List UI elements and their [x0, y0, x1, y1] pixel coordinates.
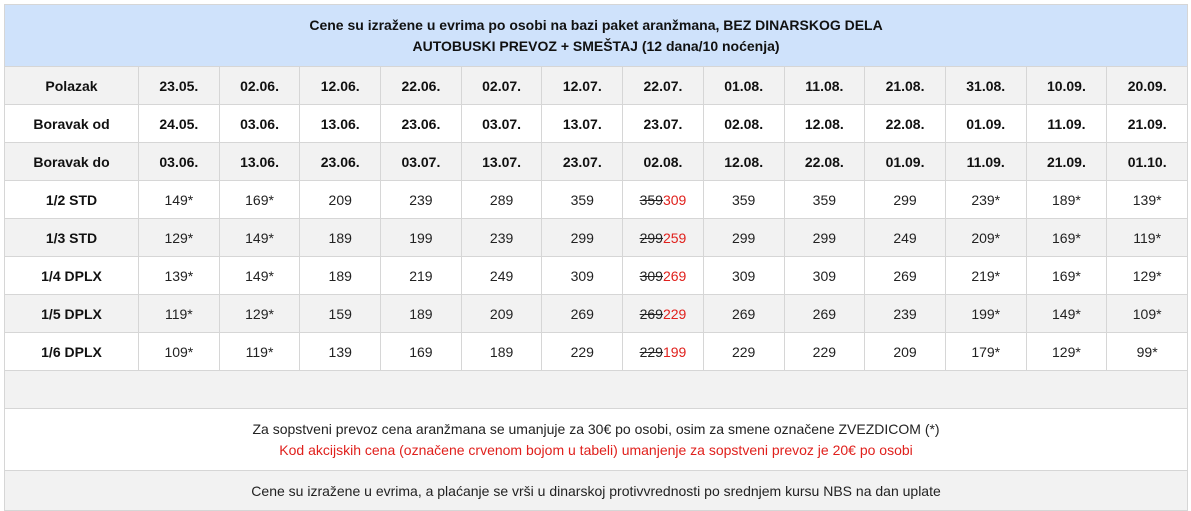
- price-cell: 309: [784, 257, 865, 295]
- price-cell: 209*: [945, 219, 1026, 257]
- row-label: Boravak do: [5, 143, 139, 181]
- payment-note: Cene su izražene u evrima, a plaćanje se vrši u dinarskoj protivvrednosti po srednjem kursu NBS na dan uplate: [5, 471, 1188, 511]
- price-cell: 209: [300, 181, 381, 219]
- row-label: 1/2 STD: [5, 181, 139, 219]
- price-cell: 229: [542, 333, 623, 371]
- price-cell: 269: [865, 257, 946, 295]
- price-cell: 139*: [1107, 181, 1188, 219]
- footer-row: [5, 471, 1188, 511]
- date-cell: 12.07.: [542, 67, 623, 105]
- price-cell: 219: [381, 257, 462, 295]
- price-cell: 239*: [945, 181, 1026, 219]
- date-cell: 22.08.: [865, 105, 946, 143]
- price-cell: 189: [300, 219, 381, 257]
- price-row: [5, 257, 1188, 295]
- date-cell: 23.07.: [623, 105, 704, 143]
- price-cell: 169*: [219, 181, 300, 219]
- discount-price: 259: [662, 229, 687, 246]
- price-cell: 159: [300, 295, 381, 333]
- spacer-cell: [5, 371, 1188, 409]
- price-cell: 299: [784, 219, 865, 257]
- date-row: [5, 67, 1188, 105]
- discount-price-cell: [623, 333, 704, 371]
- price-cell: 209: [865, 333, 946, 371]
- price-cell: 119*: [139, 295, 220, 333]
- price-cell: 149*: [1026, 295, 1107, 333]
- price-cell: 99*: [1107, 333, 1188, 371]
- price-cell: 359: [784, 181, 865, 219]
- date-cell: 20.09.: [1107, 67, 1188, 105]
- price-cell: 199*: [945, 295, 1026, 333]
- date-cell: 21.08.: [865, 67, 946, 105]
- spacer-row: [5, 371, 1188, 409]
- date-cell: 23.05.: [139, 67, 220, 105]
- discount-note: Kod akcijskih cena (označene crvenom bojom u tabeli) umanjenje za sopstveni prevoz je 20€ po osobi: [279, 441, 913, 458]
- date-cell: 23.06.: [381, 105, 462, 143]
- old-price: 359: [639, 191, 663, 208]
- discount-price-cell: [623, 181, 704, 219]
- row-label: Polazak: [5, 67, 139, 105]
- date-cell: 03.07.: [381, 143, 462, 181]
- old-price: 269: [639, 305, 663, 322]
- price-cell: 239: [381, 181, 462, 219]
- date-cell: 02.06.: [219, 67, 300, 105]
- old-price: 229: [639, 343, 663, 360]
- date-cell: 21.09.: [1026, 143, 1107, 181]
- row-label: 1/6 DPLX: [5, 333, 139, 371]
- price-cell: 109*: [1107, 295, 1188, 333]
- price-cell: 189: [461, 333, 542, 371]
- date-cell: 12.06.: [300, 67, 381, 105]
- price-cell: 299: [542, 219, 623, 257]
- discount-price: 229: [662, 305, 687, 322]
- price-cell: 139: [300, 333, 381, 371]
- date-cell: 31.08.: [945, 67, 1026, 105]
- old-price: 309: [639, 267, 663, 284]
- price-cell: 209: [461, 295, 542, 333]
- price-cell: 129*: [219, 295, 300, 333]
- date-cell: 11.09.: [1026, 105, 1107, 143]
- price-table: [4, 4, 1188, 511]
- row-label: 1/5 DPLX: [5, 295, 139, 333]
- price-row: [5, 181, 1188, 219]
- header-line-1: Cene su izražene u evrima po osobi na bazi paket aranžmana, BEZ DINARSKOG DELA: [309, 16, 883, 33]
- own-transport-note: Za sopstveni prevoz cena aranžmana se umanjuje za 30€ po osobi, osim za smene označene ZVEZDICOM (*): [252, 420, 940, 437]
- date-cell: 13.07.: [461, 143, 542, 181]
- price-cell: 179*: [945, 333, 1026, 371]
- row-label: 1/4 DPLX: [5, 257, 139, 295]
- date-cell: 24.05.: [139, 105, 220, 143]
- price-row: [5, 295, 1188, 333]
- price-cell: 359: [542, 181, 623, 219]
- row-label: Boravak od: [5, 105, 139, 143]
- price-cell: 269: [784, 295, 865, 333]
- price-cell: 189*: [1026, 181, 1107, 219]
- note-cell: [5, 409, 1188, 471]
- date-cell: 13.07.: [542, 105, 623, 143]
- price-cell: 139*: [139, 257, 220, 295]
- discount-price-cell: [623, 219, 704, 257]
- date-cell: 01.10.: [1107, 143, 1188, 181]
- discount-price: 309: [662, 191, 687, 208]
- price-cell: 229: [784, 333, 865, 371]
- date-cell: 03.06.: [219, 105, 300, 143]
- date-cell: 13.06.: [219, 143, 300, 181]
- price-cell: 229: [703, 333, 784, 371]
- price-cell: 149*: [219, 219, 300, 257]
- date-row: [5, 105, 1188, 143]
- price-cell: 249: [865, 219, 946, 257]
- price-cell: 239: [461, 219, 542, 257]
- row-label: 1/3 STD: [5, 219, 139, 257]
- price-cell: 169: [381, 333, 462, 371]
- date-cell: 03.07.: [461, 105, 542, 143]
- price-cell: 289: [461, 181, 542, 219]
- price-cell: 269: [542, 295, 623, 333]
- table-header: [5, 5, 1188, 67]
- price-cell: 359: [703, 181, 784, 219]
- price-row: [5, 219, 1188, 257]
- price-cell: 129*: [1026, 333, 1107, 371]
- date-cell: 02.08.: [703, 105, 784, 143]
- price-row: [5, 333, 1188, 371]
- price-cell: 149*: [219, 257, 300, 295]
- date-cell: 01.09.: [865, 143, 946, 181]
- date-cell: 12.08.: [703, 143, 784, 181]
- old-price: 299: [639, 229, 663, 246]
- date-cell: 02.08.: [623, 143, 704, 181]
- price-cell: 119*: [219, 333, 300, 371]
- price-cell: 299: [865, 181, 946, 219]
- date-cell: 23.06.: [300, 143, 381, 181]
- price-cell: 129*: [139, 219, 220, 257]
- price-cell: 119*: [1107, 219, 1188, 257]
- table-header-row: [5, 5, 1188, 67]
- date-cell: 02.07.: [461, 67, 542, 105]
- price-cell: 189: [300, 257, 381, 295]
- price-cell: 239: [865, 295, 946, 333]
- date-cell: 22.07.: [623, 67, 704, 105]
- price-cell: 109*: [139, 333, 220, 371]
- discount-price-cell: [623, 295, 704, 333]
- date-cell: 10.09.: [1026, 67, 1107, 105]
- discount-price: 269: [662, 267, 687, 284]
- date-cell: 13.06.: [300, 105, 381, 143]
- price-cell: 249: [461, 257, 542, 295]
- date-cell: 03.06.: [139, 143, 220, 181]
- date-cell: 23.07.: [542, 143, 623, 181]
- price-cell: 129*: [1107, 257, 1188, 295]
- price-table-container: [4, 4, 1187, 511]
- price-cell: 299: [703, 219, 784, 257]
- date-cell: 22.06.: [381, 67, 462, 105]
- price-cell: 169*: [1026, 219, 1107, 257]
- price-cell: 149*: [139, 181, 220, 219]
- price-cell: 219*: [945, 257, 1026, 295]
- price-cell: 189: [381, 295, 462, 333]
- date-row: [5, 143, 1188, 181]
- price-table-body: [5, 5, 1188, 511]
- date-cell: 11.08.: [784, 67, 865, 105]
- price-cell: 199: [381, 219, 462, 257]
- discount-price: 199: [662, 343, 687, 360]
- price-cell: 269: [703, 295, 784, 333]
- date-cell: 11.09.: [945, 143, 1026, 181]
- price-cell: 309: [542, 257, 623, 295]
- price-cell: 309: [703, 257, 784, 295]
- discount-price-cell: [623, 257, 704, 295]
- price-cell: 169*: [1026, 257, 1107, 295]
- note-row: [5, 409, 1188, 471]
- date-cell: 21.09.: [1107, 105, 1188, 143]
- date-cell: 22.08.: [784, 143, 865, 181]
- header-line-2: AUTOBUSKI PREVOZ + SMEŠTAJ (12 dana/10 noćenja): [412, 37, 780, 54]
- date-cell: 01.08.: [703, 67, 784, 105]
- date-cell: 01.09.: [945, 105, 1026, 143]
- date-cell: 12.08.: [784, 105, 865, 143]
